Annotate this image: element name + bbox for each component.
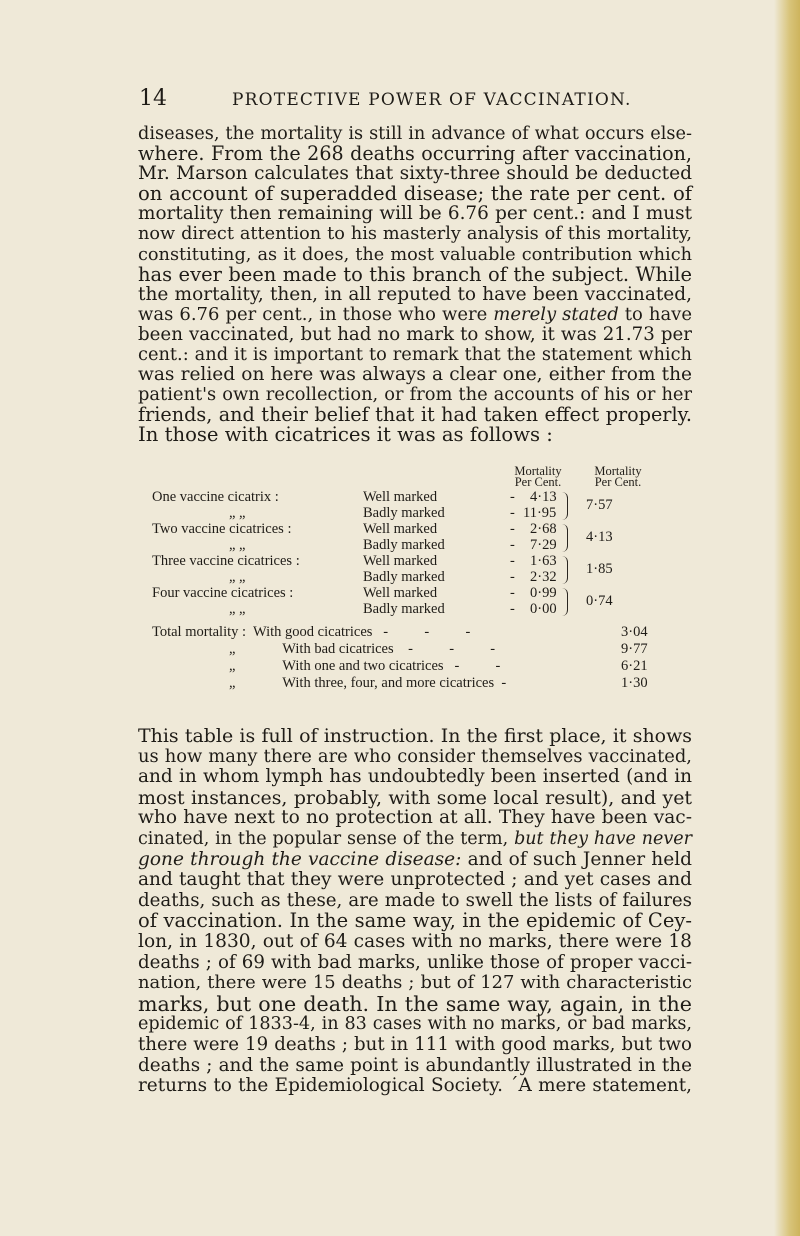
text-line: This table is full of instruction. In the first place, it shows bbox=[138, 725, 692, 747]
text-line: where. From the 268 deaths occurring after vaccination, bbox=[138, 142, 692, 166]
text-line: and taught that they were unprotected ; and yet cases and bbox=[138, 869, 692, 891]
row-group-label: „ „ bbox=[229, 569, 246, 585]
row-group-label: One vaccine cicatrix : bbox=[152, 489, 279, 505]
text-run: and of such Jenner held bbox=[461, 848, 693, 870]
row-mortality-value: 11·95 bbox=[523, 505, 557, 521]
page-number: 14 bbox=[139, 86, 167, 111]
running-head: PROTECTIVE POWER OF VACCINATION. bbox=[232, 90, 632, 110]
row-mark-quality: Badly marked bbox=[363, 569, 445, 585]
italic-run: gone through the vaccine disease: bbox=[138, 848, 462, 870]
total-row-label: „ With three, four, and more cicatrices - bbox=[229, 675, 507, 691]
text-line: diseases, the mortality is still in advance of what occurs else- bbox=[138, 124, 692, 144]
paragraph-intro bbox=[138, 124, 692, 446]
row-dash: - bbox=[510, 521, 515, 537]
row-dash: - bbox=[510, 585, 515, 601]
paragraph-commentary bbox=[138, 726, 692, 1097]
text-run: was 6.76 per cent., in those who were bbox=[138, 303, 494, 325]
total-row-value: 6·21 bbox=[621, 658, 648, 674]
text-line: deaths ; and the same point is abundantly illustrated in the bbox=[138, 1054, 692, 1076]
column-header-mortality bbox=[504, 466, 572, 488]
total-row-label: Total mortality : With good cicatrices - - - bbox=[152, 624, 471, 640]
combined-mortality-value: 0·74 bbox=[586, 593, 613, 609]
total-row-label: „ With one and two cicatrices - - bbox=[229, 658, 501, 674]
text-line bbox=[138, 305, 692, 325]
row-mortality-value: 0·00 bbox=[530, 601, 557, 617]
combined-mortality-value: 4·13 bbox=[586, 529, 613, 545]
text-line: Mr. Marson calculates that sixty-three should be deducted bbox=[138, 163, 692, 185]
text-line: returns to the Epidemiological Society. ´A mere statement, bbox=[138, 1075, 692, 1097]
text-line: patient's own recollection, or from the accounts of his or her bbox=[138, 384, 692, 406]
row-dash: - bbox=[510, 569, 515, 585]
text-line: deaths, such as these, are made to swell the lists of failures bbox=[138, 889, 692, 911]
row-mark-quality: Well marked bbox=[363, 521, 438, 537]
grouping-brace bbox=[561, 556, 568, 584]
row-mortality-value: 7·29 bbox=[530, 537, 557, 553]
grouping-brace bbox=[561, 524, 568, 552]
row-mortality-value: 0·99 bbox=[530, 585, 557, 601]
text-line: now direct attention to his masterly analysis of this mortality, bbox=[138, 224, 692, 245]
row-mark-quality: Well marked bbox=[363, 585, 438, 601]
text-line: of vaccination. In the same way, in the epidemic of Cey- bbox=[138, 909, 692, 933]
text-run: to have bbox=[618, 303, 692, 325]
page-edge-stain bbox=[774, 0, 800, 1236]
text-line: been vaccinated, but had no mark to show, it was 21.73 per bbox=[138, 323, 692, 345]
text-line bbox=[138, 850, 692, 871]
grouping-brace bbox=[561, 492, 568, 520]
row-group-label: Four vaccine cicatrices : bbox=[152, 585, 294, 601]
row-group-label: „ „ bbox=[229, 601, 246, 617]
row-mark-quality: Well marked bbox=[363, 553, 438, 569]
total-row-label: „ With bad cicatrices - - - bbox=[229, 641, 496, 657]
italic-run: merely stated bbox=[493, 303, 619, 325]
row-mortality-value: 1·63 bbox=[530, 553, 557, 569]
row-mark-quality: Well marked bbox=[363, 489, 438, 505]
row-mortality-value: 2·68 bbox=[530, 521, 557, 537]
row-group-label: Three vaccine cicatrices : bbox=[152, 553, 300, 569]
text-line: marks, but one death. In the same way, again, in the bbox=[138, 991, 692, 1016]
row-mark-quality: Badly marked bbox=[363, 505, 445, 521]
text-line: most instances, probably, with some local result), and yet bbox=[138, 786, 692, 809]
row-dash: - bbox=[510, 601, 515, 617]
text-run: cinated, in the popular sense of the term, bbox=[138, 828, 515, 849]
header-mortality-label: Mortality bbox=[594, 464, 642, 478]
text-line: the mortality, then, in all reputed to have been vaccinated, bbox=[138, 283, 692, 305]
row-dash: - bbox=[510, 553, 515, 569]
combined-mortality-value: 1·85 bbox=[586, 561, 613, 577]
text-line: us how many there are who consider themselves vaccinated, bbox=[138, 745, 692, 767]
column-header-combined-mortality bbox=[578, 466, 658, 488]
text-line: and in whom lymph has undoubtedly been inserted (and in bbox=[138, 766, 692, 788]
total-row-value: 9·77 bbox=[621, 641, 648, 657]
row-group-label: Two vaccine cicatrices : bbox=[152, 521, 292, 537]
text-line bbox=[138, 829, 692, 850]
row-group-label: „ „ bbox=[229, 505, 246, 521]
text-line: has ever been made to this branch of the subject. While bbox=[138, 262, 692, 286]
page-header bbox=[0, 86, 800, 110]
text-line: epidemic of 1833-4, in 83 cases with no marks, or bad marks, bbox=[138, 1014, 692, 1035]
italic-run: but they have never bbox=[514, 828, 692, 849]
row-dash: - bbox=[510, 505, 515, 521]
text-line: friends, and their belief that it had taken effect properly. bbox=[138, 403, 692, 427]
text-line: In those with cicatrices it was as follows : bbox=[138, 423, 553, 447]
text-line: deaths ; of 69 with bad marks, unlike those of proper vacci- bbox=[138, 951, 692, 973]
total-row-value: 1·30 bbox=[621, 675, 648, 691]
row-dash: - bbox=[510, 489, 515, 505]
grouping-brace bbox=[561, 588, 568, 616]
text-line: lon, in 1830, out of 64 cases with no marks, there were 18 bbox=[138, 930, 692, 952]
text-line: mortality then remaining will be 6.76 per cent.: and I must bbox=[138, 203, 692, 225]
header-mortality-label: Mortality bbox=[514, 464, 562, 478]
row-mark-quality: Badly marked bbox=[363, 601, 445, 617]
text-line: cent.: and it is important to remark that the statement which bbox=[138, 344, 692, 366]
combined-mortality-value: 7·57 bbox=[586, 497, 613, 513]
text-line: was relied on here was always a clear one, either from the bbox=[138, 364, 692, 386]
text-line: who have next to no protection at all. They have been vac- bbox=[138, 807, 692, 829]
header-per-cent-label: Per Cent. bbox=[514, 475, 562, 489]
text-line: there were 19 deaths ; but in 111 with good marks, but two bbox=[138, 1033, 692, 1055]
header-per-cent-label: Per Cent. bbox=[594, 475, 642, 489]
text-line: constituting, as it does, the most valuable contribution which bbox=[138, 244, 692, 265]
text-line: on account of superadded disease; the rate per cent. of bbox=[138, 182, 692, 206]
total-row-value: 3·04 bbox=[621, 624, 648, 640]
row-mortality-value: 2·32 bbox=[530, 569, 557, 585]
row-mark-quality: Badly marked bbox=[363, 537, 445, 553]
text-line: nation, there were 15 deaths ; but of 127 with characteristic bbox=[138, 972, 692, 994]
row-dash: - bbox=[510, 537, 515, 553]
row-group-label: „ „ bbox=[229, 537, 246, 553]
row-mortality-value: 4·13 bbox=[530, 489, 557, 505]
